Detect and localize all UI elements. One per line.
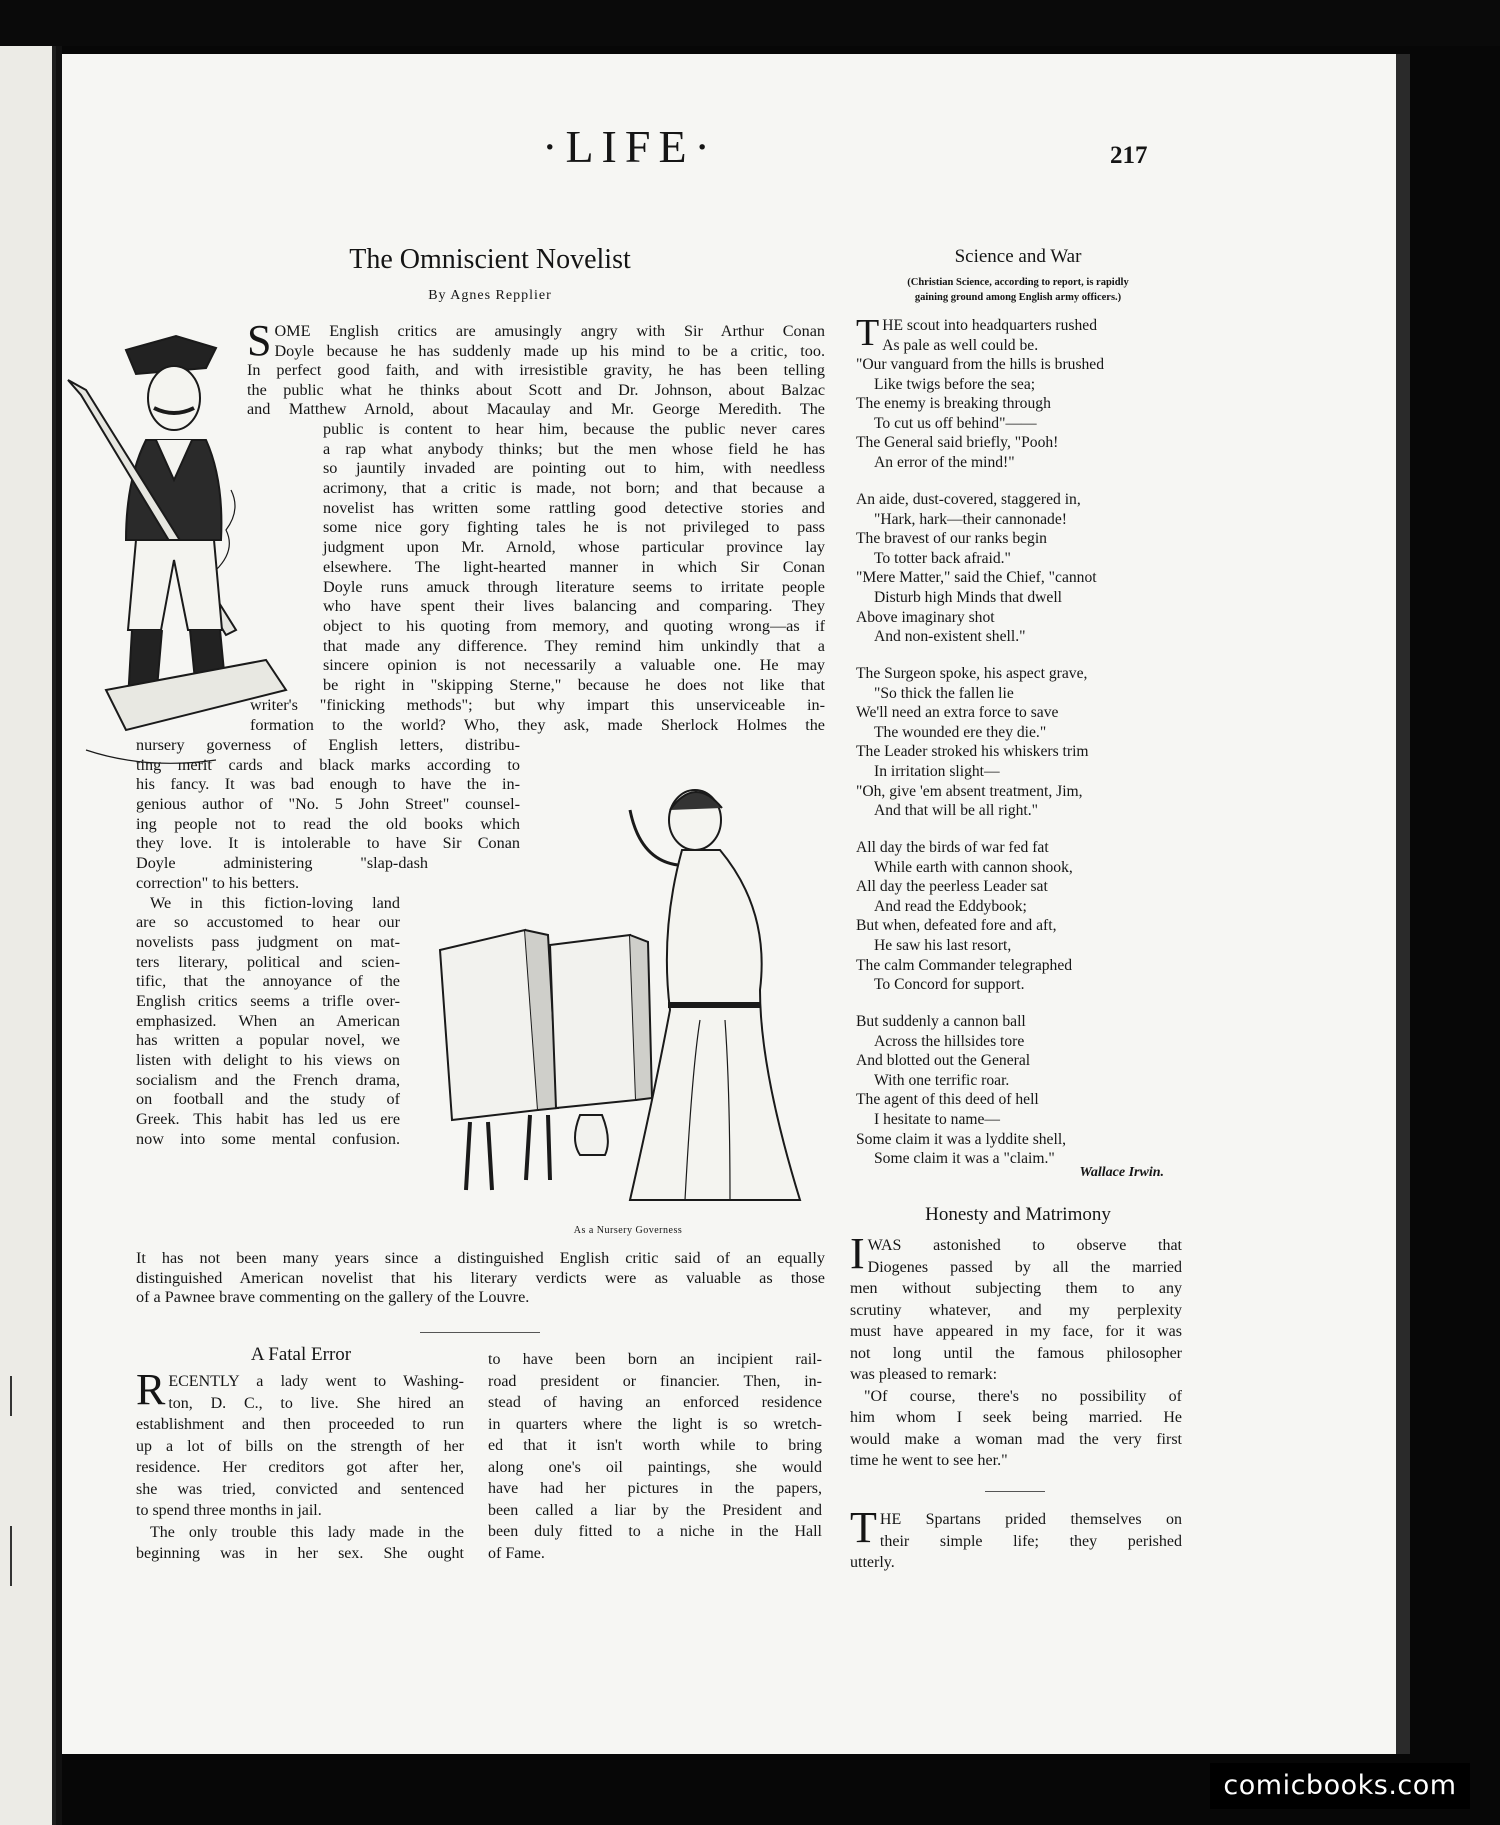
- headnote-line: (Christian Science, according to report, is rapidly: [907, 277, 1129, 288]
- honesty-line: WAS astonished to observe that: [867, 1237, 1182, 1254]
- honesty-line: scrutiny whatever, and my perplexity: [850, 1301, 1182, 1319]
- article-line: listen with delight to his views on: [136, 1051, 400, 1069]
- honesty-line: not long until the famous philosopher: [850, 1344, 1182, 1362]
- verse-line: Across the hillsides tore: [874, 1032, 1025, 1050]
- article-line: ing people not to read the old books which: [136, 814, 520, 833]
- fatal-error-line: of Fame.: [488, 1544, 545, 1562]
- fatal-error-line: up a lot of bills on the strength of her: [136, 1437, 464, 1455]
- verse-line: And non-existent shell.": [874, 628, 1026, 646]
- verse-line: The bravest of our ranks begin: [856, 530, 1047, 548]
- fatal-error-line: ton, D. C., to live. She hired an: [168, 1394, 464, 1412]
- article-column-full: [250, 696, 825, 735]
- article-line: and Matthew Arnold, about Macaulay and Mr. George Meredith. The: [247, 400, 825, 419]
- article-line: socialism and the French drama,: [136, 1070, 400, 1089]
- fatal-error-opening: [136, 1365, 464, 1414]
- article-line: that made any difference. They remind him unkindly that a: [323, 636, 825, 655]
- article-line: correction" to his betters.: [136, 873, 300, 892]
- article-line: they love. It is intolerable to have Sir Conan: [136, 834, 520, 853]
- article-line: are so accustomed to hear our: [136, 913, 400, 932]
- article-line: on football and the study of: [136, 1090, 400, 1109]
- spartans-line: utterly.: [850, 1554, 895, 1571]
- article-line: English critics seems a trifle over-: [136, 991, 400, 1010]
- fatal-error-line: she was tried, convicted and sentenced: [136, 1480, 464, 1498]
- verse-line: Above imaginary shot: [856, 608, 995, 626]
- verse-line: We'll need an extra force to save: [856, 704, 1059, 722]
- verse-line: And that will be all right.": [874, 802, 1039, 820]
- article-line: judgment upon Mr. Arnold, whose particular province lay: [323, 538, 825, 557]
- science-war-stanza-3: [856, 664, 1089, 821]
- fatal-error-line: along one's oil paintings, she would: [488, 1458, 822, 1476]
- verse-line: But suddenly a cannon ball: [856, 1013, 1026, 1030]
- spartans-paragraph: [850, 1503, 1182, 1574]
- verse-line: As pale as well could be.: [882, 336, 1039, 354]
- honesty-line: him whom I seek being married. He: [850, 1409, 1182, 1426]
- article-line: novelist has written some rattling good detective stories and: [323, 498, 825, 517]
- verse-line: I hesitate to name—: [874, 1110, 1001, 1128]
- verse-line: In irritation slight—: [874, 762, 1000, 780]
- drop-cap: S: [247, 316, 272, 365]
- verse-line: The Leader stroked his whiskers trim: [856, 743, 1089, 761]
- article-line: sincere opinion is not necessarily a valuable one. He may: [323, 656, 825, 675]
- article-line: some nice gory fighting tales he is not privileged to pass: [323, 518, 825, 537]
- verse-line: The Surgeon spoke, his aspect grave,: [856, 665, 1088, 682]
- article-line: It has not been many years since a distinguished English critic said of an equally: [136, 1249, 825, 1267]
- article-line: tific, that the annoyance of the: [136, 972, 400, 991]
- fatal-error-column-right: [488, 1349, 822, 1564]
- article-closing: [136, 1249, 825, 1308]
- verse-line: With one terrific roar.: [874, 1071, 1010, 1089]
- article-line: nursery governess of English letters, distribu-: [136, 736, 520, 754]
- source-watermark: comicbooks.com: [1210, 1763, 1470, 1809]
- fatal-error-title: A Fatal Error: [250, 1344, 352, 1365]
- honesty-line: must have appeared in my face, for it was: [850, 1323, 1182, 1340]
- verse-line: To totter back afraid.": [874, 549, 1011, 567]
- verse-line: The General said briefly, "Pooh!: [856, 434, 1059, 452]
- section-divider: [985, 1491, 1045, 1492]
- science-war-stanza-5: [856, 1012, 1066, 1169]
- science-war-stanza-1-rest: [856, 355, 1104, 473]
- fatal-error-line: ECENTLY a lady went to Washing-: [168, 1373, 464, 1390]
- verse-line: "So thick the fallen lie: [874, 684, 1014, 702]
- article-line: Greek. This habit has led us ere: [136, 1110, 400, 1129]
- fatal-error-line: The only trouble this lady made in the: [150, 1523, 464, 1541]
- edge-mark: [10, 1526, 12, 1586]
- verse-line: An aide, dust-covered, staggered in,: [856, 491, 1081, 508]
- verse-line: He saw his last resort,: [874, 936, 1012, 954]
- article-line: his fancy. It was bad enough to have the in-: [136, 775, 520, 794]
- verse-line: All day the peerless Leader sat: [856, 878, 1048, 896]
- article-line: formation to the world? Who, they ask, made Sherlock Holmes the: [250, 715, 825, 734]
- verse-line: An error of the mind!": [874, 453, 1015, 471]
- article-line: ters literary, political and scien-: [136, 952, 400, 971]
- science-war-title: Science and War: [954, 246, 1082, 267]
- science-war-stanza-1: [856, 312, 1186, 355]
- illustration-nursery-governess: [430, 770, 830, 1220]
- verse-line: But when, defeated fore and aft,: [856, 917, 1057, 935]
- article-line: Doyle runs amuck through literature seems to irritate people: [323, 577, 825, 596]
- article-line: genious author of "No. 5 John Street" counsel-: [136, 795, 520, 814]
- verse-line: "Mere Matter," said the Chief, "cannot: [856, 569, 1097, 587]
- verse-line: Disturb high Minds that dwell: [874, 588, 1062, 606]
- verse-line: Some claim it was a "claim.": [874, 1150, 1055, 1168]
- illustration-caption: As a Nursery Governess: [573, 1225, 683, 1236]
- edge-mark: [10, 1376, 12, 1416]
- previous-page-edge: [0, 46, 56, 1825]
- honesty-line: was pleased to remark:: [850, 1366, 998, 1383]
- article-title: The Omniscient Novelist: [349, 244, 631, 275]
- article-line: In perfect good faith, and with irresistible gravity, he has been telling: [247, 361, 825, 379]
- article-line: acrimony, that a critic is made, not born; and that because a: [323, 479, 825, 498]
- article-line: writer's "finicking methods"; but why impart this unserviceable in-: [250, 696, 825, 714]
- verse-line: "Our vanguard from the hills is brushed: [856, 356, 1105, 373]
- section-divider: [420, 1332, 540, 1333]
- article-line: distinguished American novelist that his literary verdicts were as valuable as those: [136, 1268, 825, 1287]
- article-byline: By Agnes Repplier: [428, 288, 552, 303]
- article-line: be right in "skipping Sterne," because he does not like that: [323, 675, 825, 694]
- science-war-stanza-2: [856, 490, 1097, 647]
- science-war-stanza-4: [856, 838, 1073, 995]
- page-edge-shadow: [1396, 54, 1410, 1754]
- drop-cap: T: [850, 1503, 877, 1552]
- article-line: now into some mental confusion.: [136, 1129, 400, 1148]
- honesty-line: time he went to see her.": [850, 1452, 1008, 1469]
- scan-border-top: [0, 0, 1500, 46]
- headnote-line: gaining ground among English army officers.): [914, 292, 1122, 303]
- article-line: the public what he thinks about Scott and Dr. Johnson, about Balzac: [247, 380, 825, 399]
- page-number: 217: [1110, 142, 1148, 169]
- drop-cap: I: [850, 1229, 865, 1278]
- verse-line: While earth with cannon shook,: [874, 858, 1073, 876]
- verse-line: Like twigs before the sea;: [874, 375, 1036, 393]
- masthead-title: ·LIFE·: [542, 121, 718, 172]
- verse-line: The agent of this deed of hell: [856, 1091, 1039, 1109]
- article-line: of a Pawnee brave commenting on the gallery of the Louvre.: [136, 1288, 530, 1307]
- article-opening: [247, 316, 825, 365]
- fatal-error-line: been called a liar by the President and: [488, 1501, 822, 1519]
- article-line: Doyle administering "slap-dash: [136, 854, 428, 873]
- fatal-error-line: been duly fitted to a niche in the Hall: [488, 1523, 822, 1540]
- honesty-line: "Of course, there's no possibility of: [864, 1387, 1182, 1405]
- fatal-error-line: beginning was in her sex. She ought: [136, 1545, 464, 1562]
- verse-line: The enemy is breaking through: [856, 395, 1051, 413]
- verse-line: "Oh, give 'em absent treatment, Jim,: [856, 782, 1083, 800]
- honesty-title: Honesty and Matrimony: [925, 1204, 1111, 1225]
- article-line: OME English critics are amusingly angry with Sir Arthur Conan: [274, 322, 825, 340]
- fatal-error-column-left: [136, 1414, 464, 1565]
- verse-line: To cut us off behind"——: [874, 414, 1037, 432]
- article-line: novelists pass judgment on mat-: [136, 932, 400, 951]
- honesty-line: Diogenes passed by all the married: [867, 1258, 1182, 1276]
- honesty-column: [850, 1278, 1182, 1472]
- illustration-critic-with-paper-knife: [66, 330, 316, 770]
- article-column-narrow: [323, 420, 825, 696]
- drop-cap: R: [136, 1365, 166, 1414]
- article-column-full: [247, 361, 825, 420]
- honesty-opening: [850, 1229, 1182, 1278]
- article-line: ting merit cards and black marks according to: [136, 755, 520, 774]
- drop-cap: T: [856, 312, 880, 354]
- verse-line: The wounded ere they die.": [874, 723, 1047, 741]
- verse-line: "Hark, hark—their cannonade!: [874, 510, 1067, 528]
- fatal-error-line: road president or financier. Then, in-: [488, 1372, 822, 1390]
- verse-line: And read the Eddybook;: [874, 897, 1027, 915]
- fatal-error-line: have had her pictures in the papers,: [488, 1480, 822, 1497]
- fatal-error-line: to spend three months in jail.: [136, 1502, 322, 1519]
- article-line: so jauntily invaded are pointing out to him, with needless: [323, 459, 825, 478]
- article-line: We in this fiction-loving land: [150, 893, 400, 912]
- spartans-line: HE Spartans prided themselves on: [879, 1511, 1182, 1528]
- verse-line: Some claim it was a lyddite shell,: [856, 1130, 1067, 1148]
- science-war-headnote: [848, 275, 1188, 305]
- article-line: who have spent their lives balancing and comparing. They: [323, 597, 825, 616]
- article-line: a rap what anybody thinks; but the men whose field he has: [323, 439, 825, 458]
- article-line: Doyle because he has suddenly made up his mind to be a critic, too.: [274, 341, 825, 360]
- fatal-error-line: ed that it isn't worth while to bring: [488, 1437, 822, 1454]
- article-line: object to his quoting from memory, and quoting wrong—as if: [323, 616, 825, 635]
- fatal-error-line: stead of having an enforced residence: [488, 1394, 822, 1411]
- verse-line: And blotted out the General: [856, 1052, 1031, 1070]
- verse-line: To Concord for support.: [874, 976, 1025, 994]
- fatal-error-line: establishment and then proceeded to run: [136, 1416, 464, 1433]
- verse-line: HE scout into headquarters rushed: [882, 317, 1098, 334]
- honesty-line: would make a woman mad the very first: [850, 1430, 1182, 1448]
- article-line: has written a popular novel, we: [136, 1031, 400, 1050]
- poem-author: Wallace Irwin.: [1079, 1165, 1164, 1180]
- verse-line: The calm Commander telegraphed: [856, 956, 1073, 974]
- fatal-error-line: to have been born an incipient rail-: [488, 1351, 822, 1368]
- spartans-line: their simple life; they perished: [879, 1532, 1182, 1550]
- article-line: elsewhere. The light-hearted manner in which Sir Conan: [323, 557, 825, 576]
- article-line: emphasized. When an American: [136, 1011, 400, 1030]
- fatal-error-line: in quarters where the light is so wretch-: [488, 1415, 822, 1433]
- fatal-error-line: residence. Her creditors got after her,: [136, 1459, 464, 1476]
- honesty-line: men without subjecting them to any: [850, 1280, 1182, 1297]
- article-line: public is content to hear him, because the public never cares: [323, 420, 825, 438]
- verse-line: All day the birds of war fed fat: [856, 839, 1049, 856]
